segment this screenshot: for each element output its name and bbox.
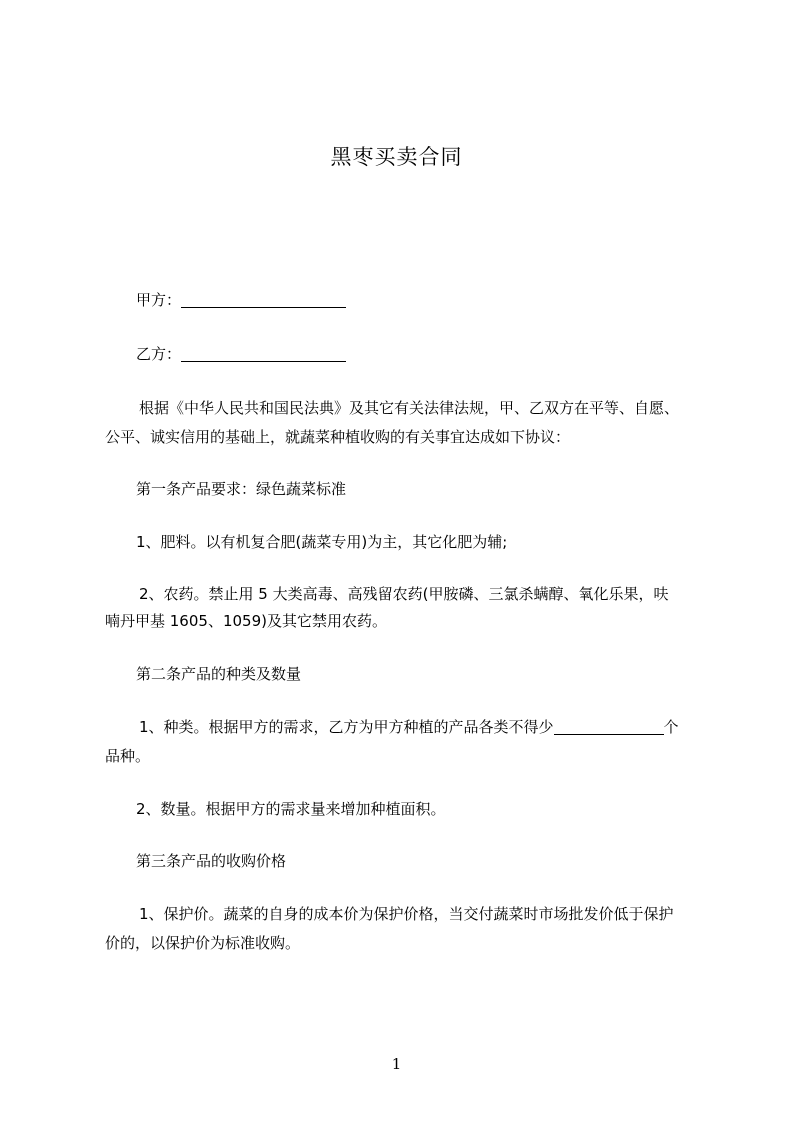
article-2-item-1-line-1 bbox=[139, 712, 744, 743]
article-1-item-1: 1、肥料。以有机复合肥(蔬菜专用)为主，其它化肥为辅; bbox=[136, 533, 508, 551]
party-a-label: 甲方： bbox=[136, 291, 182, 309]
article-1-item-2-line-2: 喃丹甲基 1605、1059)及其它禁用农药。 bbox=[105, 612, 387, 630]
party-b-label: 乙方： bbox=[136, 345, 182, 363]
article-3-heading: 第三条产品的收购价格 bbox=[136, 852, 287, 870]
party-b-blank bbox=[181, 346, 346, 362]
intro-line-2: 公平、诚实信用的基础上，就蔬菜种植收购的有关事宜达成如下协议： bbox=[105, 428, 571, 446]
article-2-item-1-text: 1、种类。根据甲方的需求，乙方为甲方种植的产品各类不得少 bbox=[139, 718, 554, 736]
article-2-heading: 第二条产品的种类及数量 bbox=[136, 665, 302, 683]
page-number: 1 bbox=[391, 1055, 402, 1073]
article-3-item-1-line-2: 价的，以保护价为标准收购。 bbox=[105, 934, 301, 952]
party-a-blank bbox=[181, 292, 346, 308]
party-b-line bbox=[136, 339, 741, 370]
party-a-line bbox=[136, 285, 741, 316]
variety-count-blank bbox=[554, 719, 664, 735]
intro-line-1: 根据《中华人民共和国民法典》及其它有关法律法规，甲、乙双方在平等、自愿、 bbox=[139, 399, 680, 417]
article-2-item-1-line-2: 品种。 bbox=[105, 747, 151, 765]
article-2-item-2: 2、数量。根据甲方的需求量来增加种植面积。 bbox=[136, 800, 446, 818]
article-2-item-1-unit: 个 bbox=[663, 718, 679, 736]
contract-title: 黑枣买卖合同 bbox=[330, 145, 463, 169]
article-3-item-1-line-1: 1、保护价。蔬菜的自身的成本价为保护价格，当交付蔬菜时市场批发价低于保护 bbox=[139, 905, 674, 923]
article-1-item-2-line-1: 2、农药。禁止用 5 大类高毒、高残留农药(甲胺磷、三氯杀螨醇、氧化乐果，呋 bbox=[139, 585, 669, 603]
article-1-heading: 第一条产品要求：绿色蔬菜标准 bbox=[136, 480, 347, 498]
